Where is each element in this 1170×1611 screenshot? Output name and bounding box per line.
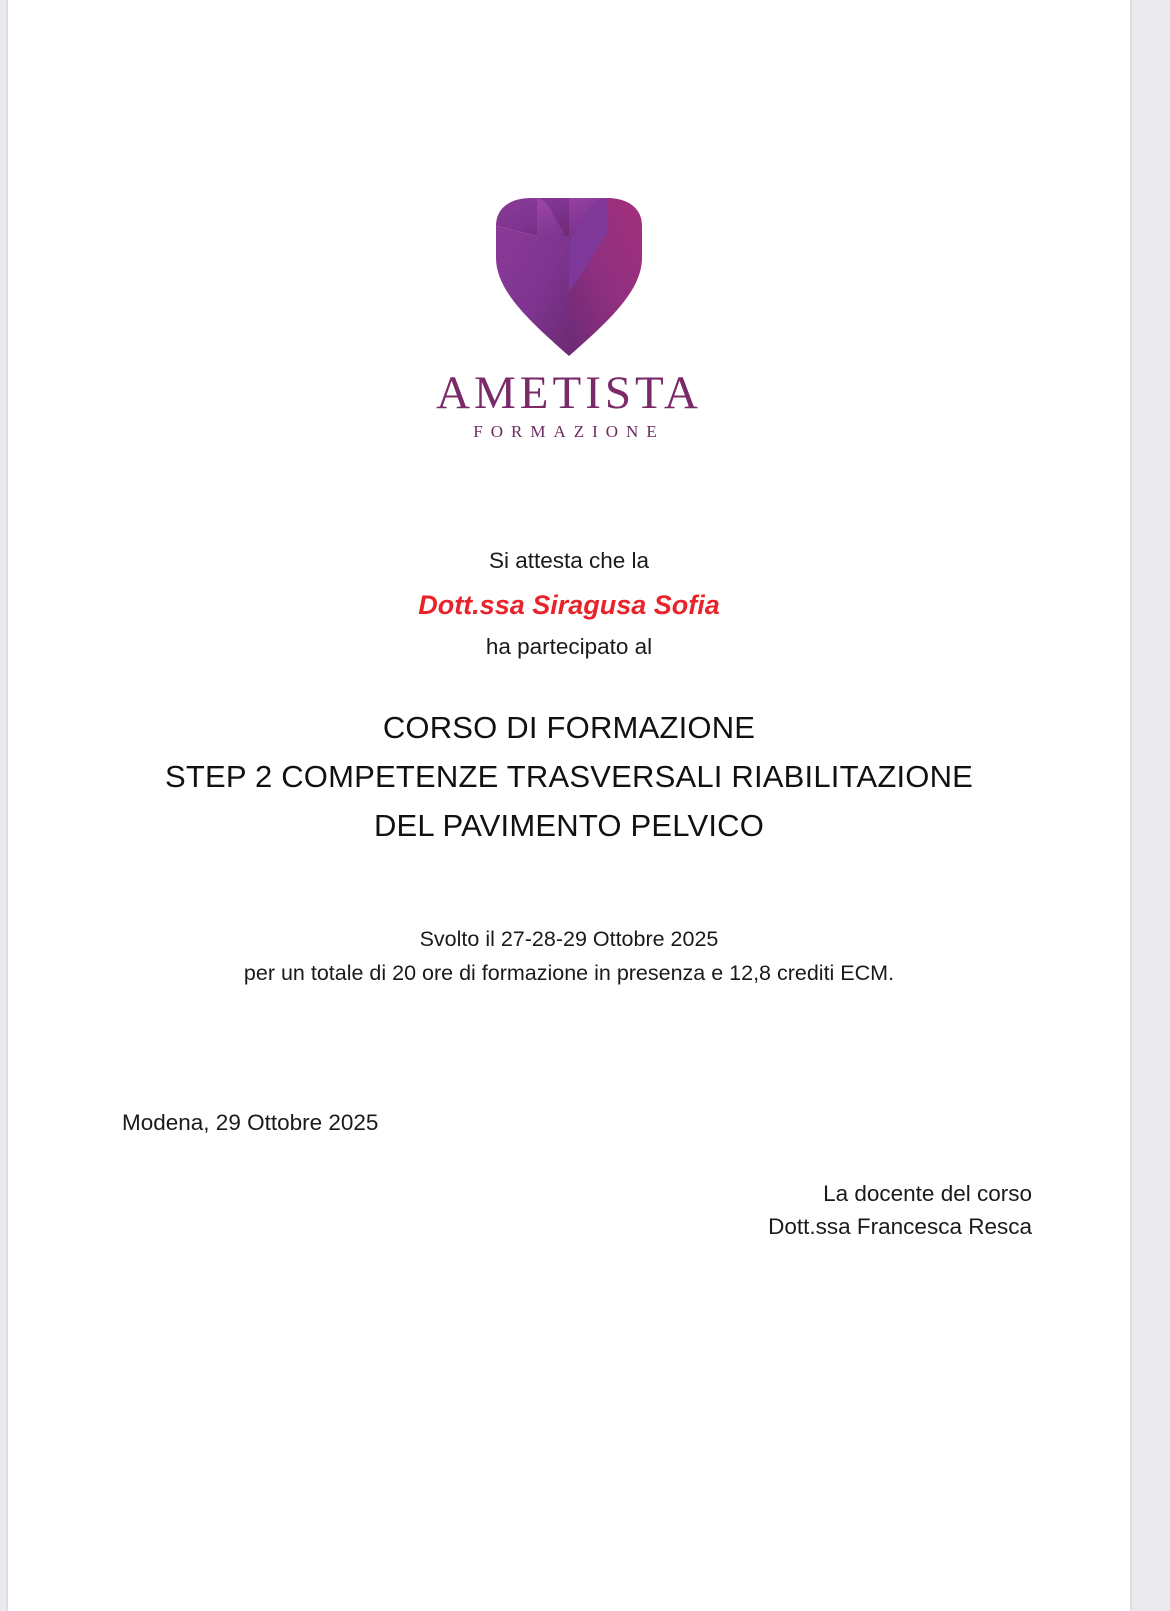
logo-block [8,196,1130,442]
recipient-name: Dott.ssa Siragusa Sofia [418,590,720,620]
certificate-page [8,0,1130,1611]
attestation-intro: Si attesta che la [488,548,650,573]
signer-role: La docente del corso [823,1181,1032,1206]
course-title-line-3: DEL PAVIMENTO PELVICO [373,808,765,843]
brand-name: AMETISTA [436,367,702,419]
course-title-line-2: STEP 2 COMPETENZE TRASVERSALI RIABILITAZIONE [164,759,974,794]
course-dates: Svolto il 27-28-29 Ottobre 2025 [419,927,719,951]
signature-block [768,1177,1032,1243]
attestation-participated: ha partecipato al [485,634,653,659]
place-and-date: Modena, 29 Ottobre 2025 [122,1110,379,1135]
signer-name: Dott.ssa Francesca Resca [768,1214,1032,1239]
course-hours-credits: per un totale di 20 ore di formazione in presenza e 12,8 crediti ECM. [243,961,895,985]
course-details-block [8,922,1130,990]
course-title-block [8,703,1130,850]
course-title-line-1: CORSO DI FORMAZIONE [382,710,756,745]
ametista-heart-icon [493,196,645,362]
attestation-block [8,545,1130,663]
brand-tagline: FORMAZIONE [473,422,665,441]
